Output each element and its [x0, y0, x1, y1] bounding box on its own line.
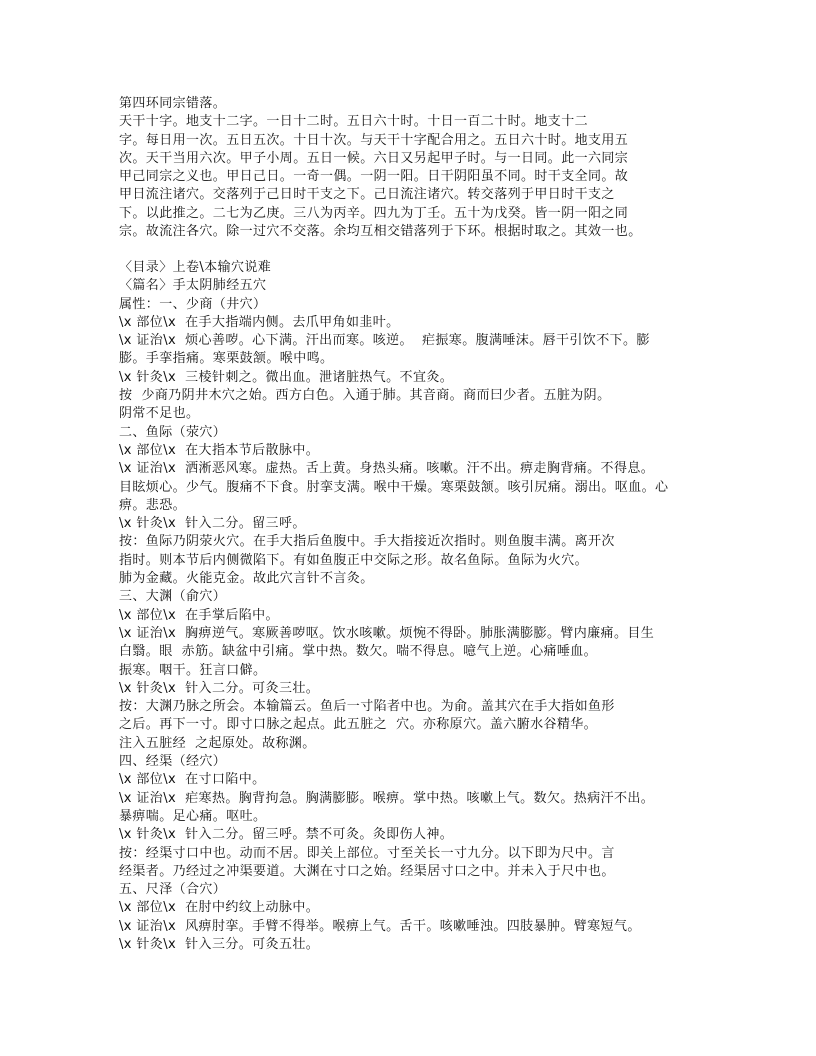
text-line: 甲日流注诸穴。交落列于己日时干支之下。己日流注诸穴。转交落列于甲日时干支之 — [119, 187, 615, 203]
text-line: \x 证治\x 疟寒热。胸背拘急。胸满膨膨。喉痹。掌中热。咳嗽上气。数欠。热病汗不出。 — [119, 790, 655, 806]
section-lung-meridian-five-points — [119, 259, 709, 954]
text-line: 之后。再下一寸。即寸口脉之起点。此五脏之 穴。亦称原穴。盖六腑水谷精华。 — [119, 717, 598, 733]
text-line: \x 部位\x 在手大指端内侧。去爪甲角如韭叶。 — [119, 314, 400, 330]
text-line: 肺为金藏。火能克金。故此穴言针不言灸。 — [119, 571, 374, 587]
text-line: 下。以此推之。二七为乙庚。三八为丙辛。四九为丁壬。五十为戊癸。皆一阴一阳之同 — [119, 205, 629, 221]
text-line: \x 针灸\x 针入二分。留三呼。禁不可灸。灸即伤人神。 — [119, 827, 454, 843]
text-line: \x 针灸\x 针入二分。可灸三壮。 — [119, 680, 320, 696]
text-line: 按：鱼际乃阴荥火穴。在手大指后鱼腹中。手大指接近次指时。则鱼腹丰满。离开次 — [119, 534, 615, 550]
text-line: 属性：一、少商（井穴） — [119, 296, 267, 312]
text-line: \x 部位\x 在寸口陷中。 — [119, 772, 266, 788]
text-line: \x 证治\x 胸痹逆气。寒厥善哕呕。饮水咳嗽。烦惋不得卧。肺胀满膨膨。臂内廉痛。目生 — [119, 625, 655, 641]
text-line: 〈篇名〉手太阴肺经五穴 — [119, 278, 267, 294]
text-line: 天干十字。地支十二字。一日十二时。五日六十时。十日一百二十时。地支十二 — [119, 114, 589, 130]
text-line: 经渠者。乃经过之冲渠要道。大渊在寸口之始。经渠居寸口之中。并未入于尺中也。 — [119, 863, 615, 879]
text-line: 三、大渊（俞穴） — [119, 589, 227, 605]
text-line: 振寒。咽干。狂言口僻。 — [119, 662, 267, 678]
text-line: 膨。手挛指痛。寒栗鼓颔。喉中鸣。 — [119, 351, 334, 367]
text-line: 目眩烦心。少气。腹痛不下食。肘挛支满。喉中干燥。寒栗鼓颔。咳引尻痛。溺出。呕血。心 — [119, 479, 669, 495]
text-line: 四、经渠（经穴） — [119, 754, 227, 770]
text-line: 二、鱼际（荥穴） — [119, 424, 227, 440]
text-line: \x 针灸\x 针入二分。留三呼。 — [119, 516, 306, 532]
text-line: 注入五脏经 之起原处。故称渊。 — [119, 735, 316, 751]
text-line: 痹。悲恐。 — [119, 497, 187, 513]
text-line: \x 证治\x 烦心善哕。心下满。汗出而寒。咳逆。 疟振寒。腹满唾沫。唇干引饮不下。膨 — [119, 333, 650, 349]
text-line: 暴痹喘。足心痛。呕吐。 — [119, 808, 267, 824]
text-line: 按：经渠寸口中也。动而不居。即关上部位。寸至关长一寸九分。以下即为尺中。言 — [119, 845, 615, 861]
text-line: 〈目录〉上卷\本输穴说难 — [119, 260, 272, 275]
text-line: \x 证治\x 洒淅恶风寒。虚热。舌上黄。身热头痛。咳嗽。汗不出。痹走胸背痛。不得息。 — [119, 461, 655, 477]
text-line: 阴常不足也。 — [119, 406, 200, 422]
section-fourth-cycle — [119, 95, 709, 241]
text-line: \x 针灸\x 三棱针刺之。微出血。泄诸脏热气。不宜灸。 — [119, 369, 454, 385]
text-line: 指时。则本节后内侧微陷下。有如鱼腹正中交际之形。故名鱼际。鱼际为火穴。 — [119, 552, 589, 568]
text-line: \x 部位\x 在肘中约纹上动脉中。 — [119, 900, 320, 916]
text-line: \x 针灸\x 针入三分。可灸五壮。 — [119, 936, 320, 952]
text-line: 按 少商乃阴井木穴之始。西方白色。入通于肺。其音商。商而曰少者。五脏为阴。 — [119, 388, 611, 404]
text-line: 宗。故流注各穴。除一过穴不交落。余均互相交错落列于下环。根据时取之。其效一也。 — [119, 224, 642, 240]
text-line: \x 证治\x 风痹肘挛。手臂不得举。喉痹上气。舌干。咳嗽唾浊。四肢暴肿。臂寒短气。 — [119, 918, 641, 934]
text-line: \x 部位\x 在手掌后陷中。 — [119, 607, 279, 623]
text-line: 按：大渊乃脉之所会。本输篇云。鱼后一寸陷者中也。为俞。盖其穴在手大指如鱼形 — [119, 699, 615, 715]
text-line: 次。天干当用六次。甲子小周。五日一候。六日又另起甲子时。与一日同。此一六同宗 — [119, 150, 629, 166]
text-line: 字。每日用一次。五日五次。十日十次。与天干十字配合用之。五日六十时。地支用五 — [119, 132, 629, 148]
text-line: 五、尺泽（合穴） — [119, 882, 227, 898]
text-line: 第四环同宗错落。 — [119, 96, 227, 111]
text-line: 白翳。眼 赤筋。缺盆中引痛。掌中热。数欠。喘不得息。噫气上逆。心痛唾血。 — [119, 644, 598, 660]
text-line: 甲己同宗之义也。甲日己日。一奇一偶。一阴一阳。日干阴阳虽不同。时干支全同。故 — [119, 169, 629, 185]
text-line: \x 部位\x 在大指本节后散脉中。 — [119, 442, 320, 458]
